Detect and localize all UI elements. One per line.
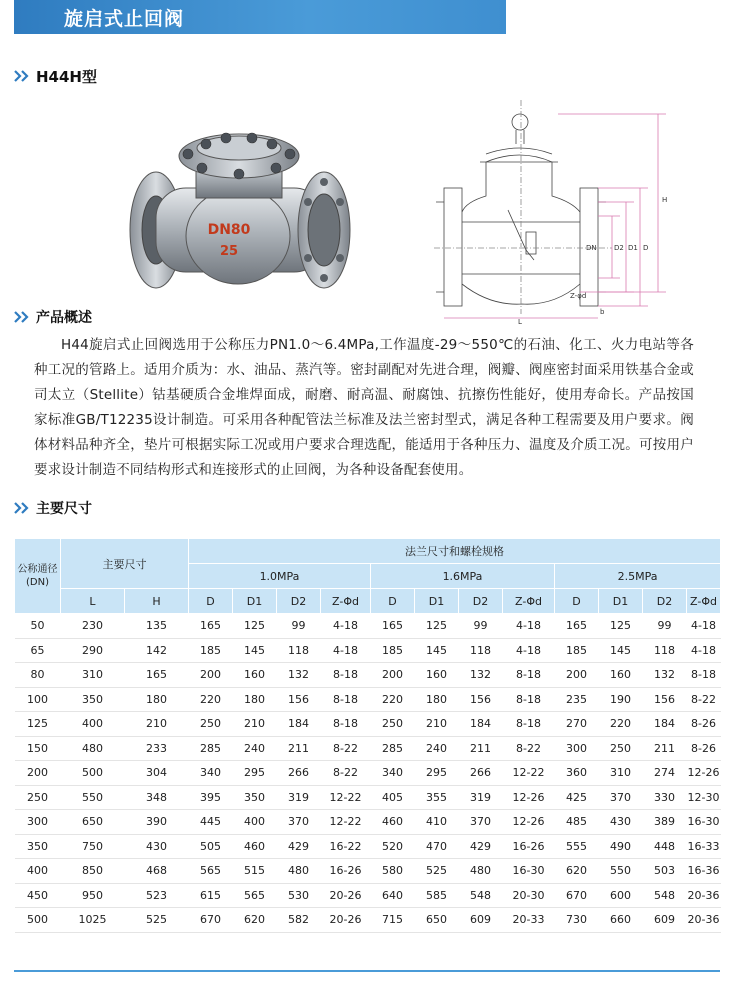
table-cell: 16-26: [321, 859, 371, 884]
table-row: [15, 785, 721, 810]
table-cell: 460: [233, 834, 277, 859]
table-cell: 125: [415, 614, 459, 639]
table-cell: 523: [125, 883, 189, 908]
header-col-d1: D1: [599, 589, 643, 614]
table-cell: 304: [125, 761, 189, 786]
table-cell: 8-22: [321, 761, 371, 786]
table-cell: 350: [233, 785, 277, 810]
table-cell: 395: [189, 785, 233, 810]
table-cell: 250: [599, 736, 643, 761]
table-cell: 8-18: [503, 687, 555, 712]
table-cell: 430: [125, 834, 189, 859]
table-cell: 145: [233, 638, 277, 663]
table-cell: 582: [277, 908, 321, 933]
dimensions-heading: [14, 498, 92, 518]
table-cell: 750: [61, 834, 125, 859]
table-cell: 12-26: [687, 761, 721, 786]
table-cell: 850: [61, 859, 125, 884]
table-cell: 290: [61, 638, 125, 663]
table-cell: 295: [233, 761, 277, 786]
table-cell: 185: [371, 638, 415, 663]
table-cell: 8-22: [687, 687, 721, 712]
table-cell: 410: [415, 810, 459, 835]
table-cell: 530: [277, 883, 321, 908]
table-cell: 16-36: [687, 859, 721, 884]
table-row: [15, 761, 721, 786]
table-cell: 211: [277, 736, 321, 761]
model-label: H44H型: [36, 67, 97, 86]
table-cell: 660: [599, 908, 643, 933]
table-cell: 165: [189, 614, 233, 639]
table-cell: 370: [599, 785, 643, 810]
table-cell: 125: [233, 614, 277, 639]
table-cell: 429: [459, 834, 503, 859]
table-cell: 142: [125, 638, 189, 663]
table-cell: 165: [371, 614, 415, 639]
table-cell: 609: [459, 908, 503, 933]
table-cell: 8-18: [503, 712, 555, 737]
table-cell: 190: [599, 687, 643, 712]
table-row: [15, 638, 721, 663]
table-cell: 285: [371, 736, 415, 761]
table-cell: 503: [643, 859, 687, 884]
table-cell: 12-22: [321, 785, 371, 810]
table-cell: 310: [599, 761, 643, 786]
table-cell: 548: [459, 883, 503, 908]
table-cell: 615: [189, 883, 233, 908]
table-cell: 125: [15, 712, 61, 737]
table-cell: 16-30: [503, 859, 555, 884]
table-cell: 319: [459, 785, 503, 810]
table-cell: 230: [61, 614, 125, 639]
table-cell: 180: [415, 687, 459, 712]
dim-label-l: L: [518, 318, 522, 324]
table-cell: 8-22: [321, 736, 371, 761]
table-cell: 490: [599, 834, 643, 859]
table-cell: 609: [643, 908, 687, 933]
table-cell: 8-26: [687, 736, 721, 761]
table-cell: 20-36: [687, 883, 721, 908]
table-cell: 8-22: [503, 736, 555, 761]
table-cell: 650: [415, 908, 459, 933]
table-cell: 16-26: [503, 834, 555, 859]
double-chevron-icon: [14, 311, 30, 323]
table-cell: 670: [189, 908, 233, 933]
table-cell: 340: [189, 761, 233, 786]
table-cell: 150: [15, 736, 61, 761]
table-cell: 450: [15, 883, 61, 908]
table-cell: 389: [643, 810, 687, 835]
table-cell: 180: [233, 687, 277, 712]
table-cell: 550: [599, 859, 643, 884]
table-cell: 99: [459, 614, 503, 639]
table-cell: 565: [233, 883, 277, 908]
table-cell: 525: [415, 859, 459, 884]
table-cell: 20-26: [321, 883, 371, 908]
table-cell: 310: [61, 663, 125, 688]
dimensions-table-body: [15, 614, 721, 933]
table-cell: 350: [61, 687, 125, 712]
table-cell: 429: [277, 834, 321, 859]
table-cell: 8-18: [321, 687, 371, 712]
table-cell: 184: [643, 712, 687, 737]
header-col-l: L: [61, 589, 125, 614]
header-main: 主要尺寸: [61, 539, 189, 589]
table-cell: 370: [459, 810, 503, 835]
table-cell: 132: [459, 663, 503, 688]
table-cell: 156: [643, 687, 687, 712]
header-col-d1: D1: [415, 589, 459, 614]
table-cell: 8-18: [687, 663, 721, 688]
table-cell: 185: [189, 638, 233, 663]
table-cell: 715: [371, 908, 415, 933]
table-cell: 165: [125, 663, 189, 688]
table-cell: 50: [15, 614, 61, 639]
table-cell: 640: [371, 883, 415, 908]
table-cell: 12-26: [503, 785, 555, 810]
table-cell: 620: [233, 908, 277, 933]
table-cell: 211: [643, 736, 687, 761]
double-chevron-icon: [14, 70, 30, 82]
table-cell: 80: [15, 663, 61, 688]
table-row: [15, 859, 721, 884]
table-cell: 4-18: [321, 638, 371, 663]
table-cell: 240: [233, 736, 277, 761]
table-cell: 233: [125, 736, 189, 761]
table-cell: 132: [643, 663, 687, 688]
table-cell: 445: [189, 810, 233, 835]
table-cell: 400: [233, 810, 277, 835]
marking-size: DN80: [207, 222, 251, 238]
header-col-h: H: [125, 589, 189, 614]
table-cell: 200: [15, 761, 61, 786]
table-cell: 65: [15, 638, 61, 663]
table-cell: 8-18: [321, 712, 371, 737]
table-cell: 468: [125, 859, 189, 884]
table-row: [15, 712, 721, 737]
table-cell: 390: [125, 810, 189, 835]
header-pressure-2: 1.6MPa: [371, 564, 555, 589]
table-cell: 145: [599, 638, 643, 663]
table-cell: 295: [415, 761, 459, 786]
table-cell: 200: [555, 663, 599, 688]
table-cell: 8-18: [503, 663, 555, 688]
valve-photo: [126, 118, 354, 304]
table-cell: 12-22: [503, 761, 555, 786]
table-cell: 99: [643, 614, 687, 639]
table-cell: 319: [277, 785, 321, 810]
table-cell: 515: [233, 859, 277, 884]
page-title: 旋启式止回阀: [64, 8, 185, 30]
table-cell: 405: [371, 785, 415, 810]
table-cell: 20-26: [321, 908, 371, 933]
table-cell: 4-18: [687, 614, 721, 639]
table-cell: 210: [415, 712, 459, 737]
table-cell: 485: [555, 810, 599, 835]
table-cell: 480: [459, 859, 503, 884]
table-cell: 430: [599, 810, 643, 835]
marking-pressure: 25: [219, 244, 239, 259]
table-cell: 360: [555, 761, 599, 786]
table-cell: 730: [555, 908, 599, 933]
table-cell: 160: [415, 663, 459, 688]
table-cell: 132: [277, 663, 321, 688]
table-cell: 20-33: [503, 908, 555, 933]
table-cell: 348: [125, 785, 189, 810]
table-row: [15, 687, 721, 712]
header-col-d2: D2: [459, 589, 503, 614]
table-cell: 550: [61, 785, 125, 810]
overview-title: 产品概述: [36, 310, 92, 326]
table-cell: 156: [277, 687, 321, 712]
table-cell: 210: [233, 712, 277, 737]
table-cell: 4-18: [687, 638, 721, 663]
table-cell: 125: [599, 614, 643, 639]
table-cell: 99: [277, 614, 321, 639]
table-cell: 135: [125, 614, 189, 639]
table-cell: 118: [459, 638, 503, 663]
table-cell: 220: [599, 712, 643, 737]
dim-label-d: D: [643, 244, 649, 252]
header-pressure-1: 1.0MPa: [189, 564, 371, 589]
table-cell: 12-30: [687, 785, 721, 810]
dimensions-title: 主要尺寸: [36, 501, 92, 517]
table-cell: 185: [555, 638, 599, 663]
title-banner: [14, 0, 506, 34]
table-cell: 1025: [61, 908, 125, 933]
table-cell: 285: [189, 736, 233, 761]
table-cell: 950: [61, 883, 125, 908]
table-cell: 16-22: [321, 834, 371, 859]
table-cell: 160: [599, 663, 643, 688]
table-cell: 250: [15, 785, 61, 810]
table-cell: 16-33: [687, 834, 721, 859]
table-cell: 330: [643, 785, 687, 810]
table-cell: 270: [555, 712, 599, 737]
double-chevron-icon: [14, 502, 30, 514]
table-row: [15, 663, 721, 688]
table-cell: 480: [61, 736, 125, 761]
model-heading: [14, 66, 97, 86]
table-cell: 300: [555, 736, 599, 761]
table-cell: 12-22: [321, 810, 371, 835]
table-cell: 355: [415, 785, 459, 810]
table-cell: 670: [555, 883, 599, 908]
table-cell: 266: [459, 761, 503, 786]
table-cell: 250: [189, 712, 233, 737]
dim-label-dn: DN: [586, 244, 597, 252]
table-cell: 156: [459, 687, 503, 712]
table-cell: 650: [61, 810, 125, 835]
table-cell: 160: [233, 663, 277, 688]
header-col-d2: D2: [277, 589, 321, 614]
table-cell: 350: [15, 834, 61, 859]
table-cell: 580: [371, 859, 415, 884]
table-cell: 250: [371, 712, 415, 737]
header-col-d: D: [371, 589, 415, 614]
table-cell: 300: [15, 810, 61, 835]
table-cell: 118: [643, 638, 687, 663]
header-flange: 法兰尺寸和螺栓规格: [189, 539, 721, 564]
footer-divider: [14, 970, 720, 972]
table-cell: 470: [415, 834, 459, 859]
table-cell: 555: [555, 834, 599, 859]
header-col-z: Z-Φd: [687, 589, 721, 614]
table-row: [15, 614, 721, 639]
table-cell: 4-18: [503, 638, 555, 663]
header-pressure-3: 2.5MPa: [555, 564, 721, 589]
table-cell: 240: [415, 736, 459, 761]
table-cell: 4-18: [321, 614, 371, 639]
table-cell: 165: [555, 614, 599, 639]
table-cell: 211: [459, 736, 503, 761]
table-cell: 145: [415, 638, 459, 663]
table-cell: 118: [277, 638, 321, 663]
table-cell: 180: [125, 687, 189, 712]
table-cell: 210: [125, 712, 189, 737]
table-cell: 274: [643, 761, 687, 786]
dimensions-table: [14, 538, 721, 933]
table-cell: 620: [555, 859, 599, 884]
table-cell: 340: [371, 761, 415, 786]
table-cell: 200: [371, 663, 415, 688]
table-cell: 184: [459, 712, 503, 737]
table-cell: 500: [15, 908, 61, 933]
dim-label-z: Z-φd: [570, 292, 587, 300]
header-col-d2: D2: [643, 589, 687, 614]
table-cell: 480: [277, 859, 321, 884]
table-cell: 525: [125, 908, 189, 933]
table-cell: 8-26: [687, 712, 721, 737]
table-row: [15, 908, 721, 933]
header-col-z: Z-Φd: [503, 589, 555, 614]
table-row: [15, 810, 721, 835]
table-row: [15, 834, 721, 859]
header-dn: 公称通径(DN): [15, 539, 61, 614]
table-cell: 16-30: [687, 810, 721, 835]
table-cell: 400: [61, 712, 125, 737]
dim-label-d2: D2: [614, 244, 624, 252]
dim-label-b: b: [600, 308, 605, 316]
table-cell: 548: [643, 883, 687, 908]
table-row: [15, 883, 721, 908]
dim-label-d1: D1: [628, 244, 638, 252]
table-cell: 600: [599, 883, 643, 908]
table-cell: 220: [371, 687, 415, 712]
table-cell: 425: [555, 785, 599, 810]
table-cell: 4-18: [503, 614, 555, 639]
technical-drawing: [430, 92, 680, 324]
table-cell: 200: [189, 663, 233, 688]
header-col-d: D: [189, 589, 233, 614]
table-cell: 565: [189, 859, 233, 884]
table-cell: 8-18: [321, 663, 371, 688]
header-col-z: Z-Φd: [321, 589, 371, 614]
header-col-d: D: [555, 589, 599, 614]
header-col-d1: D1: [233, 589, 277, 614]
dim-label-h: H: [662, 196, 668, 204]
table-cell: 520: [371, 834, 415, 859]
table-cell: 460: [371, 810, 415, 835]
table-cell: 100: [15, 687, 61, 712]
table-cell: 370: [277, 810, 321, 835]
table-cell: 20-36: [687, 908, 721, 933]
table-cell: 184: [277, 712, 321, 737]
table-cell: 500: [61, 761, 125, 786]
overview-heading: [14, 307, 92, 327]
overview-text: H44旋启式止回阀选用于公称压力PN1.0～6.4MPa,工作温度-29～550℃的石油、化工、火力电站等各种工况的管路上。适用介质为：水、油品、蒸汽等。密封副配对先进合理，阀瓣、阀座密封面采用铁基合金或司太立（Stellite）钴基硬质合金堆焊面成，耐磨、耐高温、耐腐蚀、抗擦伤性能好，使用寿命长。产品按国家标准GB/T12235设计制造。可采用各种配管法兰标准及法兰密封型式，满足各种工程需要及用户要求。阀体材料品种齐全，垫片可根据实际工况或用户要求合理选配，能适用于各种压力、温度及介质工况。可按用户要求设计制造不同结构形式和连接形式的止回阀，为各种设备配套使用。: [34, 337, 694, 478]
table-cell: 220: [189, 687, 233, 712]
table-cell: 585: [415, 883, 459, 908]
table-cell: 266: [277, 761, 321, 786]
table-cell: 12-26: [503, 810, 555, 835]
table-cell: 505: [189, 834, 233, 859]
table-cell: 448: [643, 834, 687, 859]
table-cell: 235: [555, 687, 599, 712]
table-cell: 20-30: [503, 883, 555, 908]
table-row: [15, 736, 721, 761]
table-cell: 400: [15, 859, 61, 884]
